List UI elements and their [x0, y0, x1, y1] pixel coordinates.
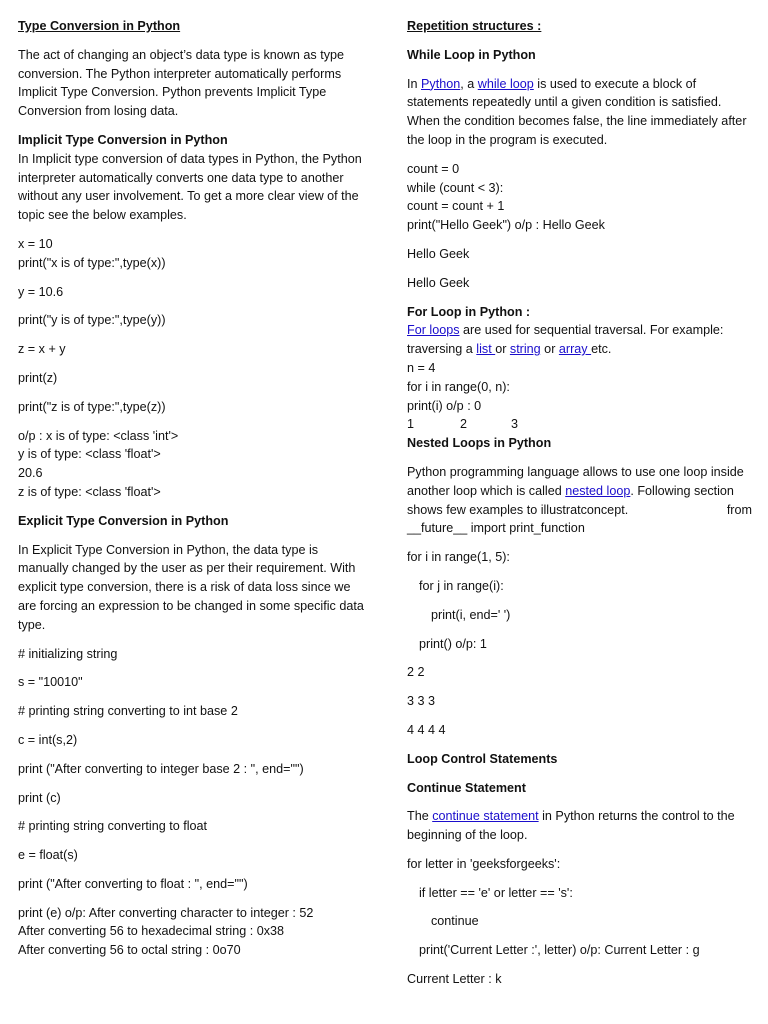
output-value: 1	[407, 417, 415, 432]
code-line: y = 10.6	[18, 284, 64, 299]
code-line: while (count < 3):	[407, 180, 504, 195]
code-line: for j in range(i):	[419, 578, 504, 593]
array-link[interactable]: array	[558, 342, 592, 357]
output-line: 2 2	[407, 665, 425, 680]
code-line: c = int(s,2)	[18, 732, 78, 747]
explicit-heading: Explicit Type Conversion in Python	[18, 513, 229, 528]
nested-text	[407, 463, 752, 519]
code-line: for letter in 'geeksforgeeks':	[407, 856, 561, 871]
output-line: 4 4 4 4	[407, 722, 446, 737]
implicit-text: In Implicit type conversion of data types in Python, the Python interpreter automatically converts one data type to another without any user involvement. To get a more clear view of the topic see the below examples.	[18, 151, 362, 223]
while-text-part: In	[407, 76, 422, 91]
code-line: print("z is of type:",type(z))	[18, 399, 166, 414]
while-text	[407, 75, 752, 150]
continue-text	[407, 807, 752, 845]
output-line: z is of type: <class 'float'>	[18, 484, 161, 499]
continue-statement-link[interactable]: continue statement	[432, 809, 539, 824]
code-line: x = 10	[18, 236, 53, 251]
code-line: # printing string converting to float	[18, 819, 208, 834]
output-line: After converting 56 to octal string : 0o70	[18, 943, 241, 958]
list-link[interactable]: list	[476, 342, 496, 357]
explicit-text: In Explicit Type Conversion in Python, the data type is manually changed by the user as per their requirement. With explicit type conversion, there is a risk of data loss since we are forcing an expression to be changed in some specific data type.	[18, 542, 364, 632]
for-text-part: etc.	[591, 342, 612, 357]
output-line: y is of type: <class 'float'>	[18, 447, 161, 462]
while-heading: While Loop in Python	[407, 47, 536, 62]
while-text-part: is used to execute a block of statements repeatedly until a given condition is satisfied. When the condition becomes false, the line immediately after the loop in the program is executed.	[407, 76, 747, 147]
code-line: print('Current Letter :', letter) o/p: Current Letter : g	[419, 943, 700, 958]
output-line: Current Letter : k	[407, 972, 502, 987]
code-line: count = 0	[407, 161, 460, 176]
code-line: print("x is of type:",type(x))	[18, 255, 166, 270]
code-line: print ("After converting to integer base 2 : ", end="")	[18, 761, 304, 776]
right-column	[407, 17, 752, 999]
code-line: # printing string converting to int base 2	[18, 704, 238, 719]
code-line: z = x + y	[18, 342, 66, 357]
while-loop-link[interactable]: while loop	[477, 76, 534, 91]
type-conversion-title: Type Conversion in Python	[18, 19, 181, 33]
output-line: Hello Geek	[407, 246, 470, 261]
output-value: 2	[460, 417, 468, 432]
code-line: print (e) o/p: After converting character to integer : 52	[18, 905, 314, 920]
for-text-part: or	[540, 342, 559, 357]
code-line: continue	[431, 914, 479, 929]
nested-text-part: Python programming language allows to use one loop inside another loop which is called	[407, 464, 744, 498]
code-line: count = count + 1	[407, 199, 505, 214]
while-text-part: , a	[460, 76, 478, 91]
nested-loop-link[interactable]: nested loop	[565, 483, 631, 498]
for-text-part: are used for sequential traversal. For example: traversing a	[407, 323, 724, 357]
loop-control-heading: Loop Control Statements	[407, 751, 558, 766]
for-loops-link[interactable]: For loops	[407, 323, 460, 338]
code-line: print(i) o/p : 0	[407, 398, 482, 413]
code-line: print() o/p: 1	[419, 636, 487, 651]
code-line: for i in range(1, 5):	[407, 550, 510, 565]
for-heading: For Loop in Python :	[407, 304, 531, 319]
output-line: 20.6	[18, 466, 43, 481]
continue-text-part: in Python returns the control to the beginning of the loop.	[407, 809, 735, 843]
for-text	[407, 321, 752, 359]
left-column	[18, 17, 370, 960]
for-text-part: or	[495, 342, 510, 357]
output-line: 3 3 3	[407, 694, 436, 709]
nested-text-part: . Following section shows few examples to illustratconcept.	[407, 483, 734, 517]
output-line: Hello Geek	[407, 275, 470, 290]
string-link[interactable]: string	[509, 342, 541, 357]
nested-heading: Nested Loops in Python	[407, 436, 552, 451]
code-line: n = 4	[407, 360, 436, 375]
output-value: 3	[511, 417, 519, 432]
code-line: e = float(s)	[18, 848, 78, 863]
code-line: if letter == 'e' or letter == 's':	[419, 885, 573, 900]
type-conversion-intro: The act of changing an object’s data type is known as type conversion. The Python interpreter automatically performs Implicit Type Conversion. Python prevents Implicit Type Conversion from losing data.	[18, 47, 345, 119]
output-line	[407, 415, 752, 434]
continue-heading: Continue Statement	[407, 780, 526, 795]
code-line: print("Hello Geek") o/p : Hello Geek	[407, 218, 605, 233]
implicit-heading: Implicit Type Conversion in Python	[18, 132, 228, 147]
nested-text-from: from	[726, 502, 752, 517]
code-line: print(i, end=' ')	[431, 607, 511, 622]
code-line: s = "10010"	[18, 675, 83, 690]
repetition-title: Repetition structures :	[407, 19, 542, 33]
output-line: After converting 56 to hexadecimal string : 0x38	[18, 924, 285, 939]
python-link[interactable]: Python	[421, 76, 461, 91]
code-line: for i in range(0, n):	[407, 379, 510, 394]
nested-text-part: __future__ import print_function	[407, 521, 585, 536]
code-line: print(z)	[18, 370, 58, 385]
output-line: o/p : x is of type: <class 'int'>	[18, 428, 179, 443]
code-line: print (c)	[18, 790, 61, 805]
continue-text-part: The	[407, 809, 433, 824]
code-line: # initializing string	[18, 646, 118, 661]
code-line: print ("After converting to float : ", end="")	[18, 876, 248, 891]
code-line: print("y is of type:",type(y))	[18, 313, 166, 328]
